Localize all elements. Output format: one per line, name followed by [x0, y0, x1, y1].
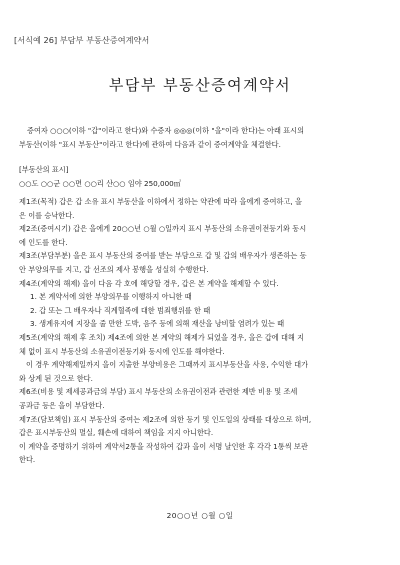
article-line: 제7조(담보책임) 표시 부동산의 증여는 제2조에 의한 등기 및 인도일의 상태를 대상으로 하며, — [19, 414, 312, 424]
intro-line: 부동산(이하 "표시 부동산"이라고 한다)에 관하여 다음과 같이 증여계약을 체결한다. — [19, 139, 281, 149]
property-heading: [부동산의 표시] — [19, 165, 69, 174]
article-line: 제1조(목적) 갑은 갑 소유 표시 부동산을 이하에서 정하는 약관에 따라 을에게 증여하고, 을 — [19, 197, 302, 206]
article-line: 제2조(증여시기) 갑은 을에게 20○○년 ○월 ○일까지 표시 부동산의 소유권이전등기와 동시 — [19, 224, 307, 234]
article-line: 이 계약을 증명하기 위하여 계약서2통을 작성하여 갑과 을이 서명 날인한 후 각각 1통씩 보관 — [19, 441, 308, 451]
article-line: 은 이를 승낙한다. — [19, 210, 75, 220]
intro-line: 증여자 ○○○(이하 "갑"이라고 한다)와 수증자 ◎◎◎(이하 "을"이라 한다)는 아래 표시의 — [27, 126, 305, 135]
article-line: 공과금 등은 을이 부담한다. — [19, 400, 105, 410]
property-description — [19, 163, 384, 190]
article-line: 에 인도를 한다. — [19, 237, 68, 247]
article-line: 와 상계 된 것으로 한다. — [19, 373, 93, 383]
article-line: 3. 생계유지에 지장을 줄 만한 도박, 음주 등에 의해 재산을 낭비할 염려가 있는 때 — [30, 319, 285, 329]
document-title: 부담부 부동산증여계약서 — [108, 76, 292, 94]
article-line: 제4조(계약의 해제) 을이 다음 각 호에 해당할 경우, 갑은 본 계약을 해제할 수 있다. — [19, 278, 279, 288]
intro-paragraph — [19, 124, 384, 151]
article-line: 이 경우 계약해제일까지 을이 지출한 부양비용은 그때까지 표시부동산을 사용, 수익한 대가 — [26, 360, 309, 370]
article-line: 2. 갑 또는 그 배우자나 직계혈족에 대한 범죄행위를 한 때 — [30, 305, 211, 315]
article-line: 제6조(비용 및 제세공과금의 부담) 표시 부동산의 소유권이전과 관련한 제반 비용 및 조세 — [19, 387, 298, 397]
contract-date: 20○○년 ○월 ○일 — [166, 511, 234, 520]
property-line: ○○도 ○○군 ○○면 ○○리 산○○ 임야 250,000㎡ — [19, 178, 181, 188]
form-number-label: [서식예 26] 부담부 부동산증여계약서 — [14, 35, 150, 45]
article-line: 체 없이 표시 부동산의 소유권이전등기와 동시에 인도를 해야한다. — [19, 346, 225, 356]
article-line: 1. 본 계약서에 의한 부양의무를 이행하지 아니한 때 — [30, 292, 192, 302]
article-line: 한다. — [19, 455, 36, 465]
article-line: 안 부양의무를 지고, 갑 선조의 제사 봉행을 성실히 수행한다. — [19, 264, 209, 274]
article-line: 제3조(부담부분) 을은 표시 부동산의 증여를 받는 부담으로 갑 및 갑의 배우자가 생존하는 동 — [19, 251, 307, 261]
contract-articles — [19, 195, 384, 467]
article-line: 제5조(계약의 해제 후 조치) 제4조에 의한 본 계약의 해제가 되었을 경우, 을은 갑에 대해 지 — [19, 332, 305, 342]
article-line: 갑은 표시부동산의 멸실, 훼손에 대하여 책임을 지지 아니한다. — [19, 428, 214, 438]
